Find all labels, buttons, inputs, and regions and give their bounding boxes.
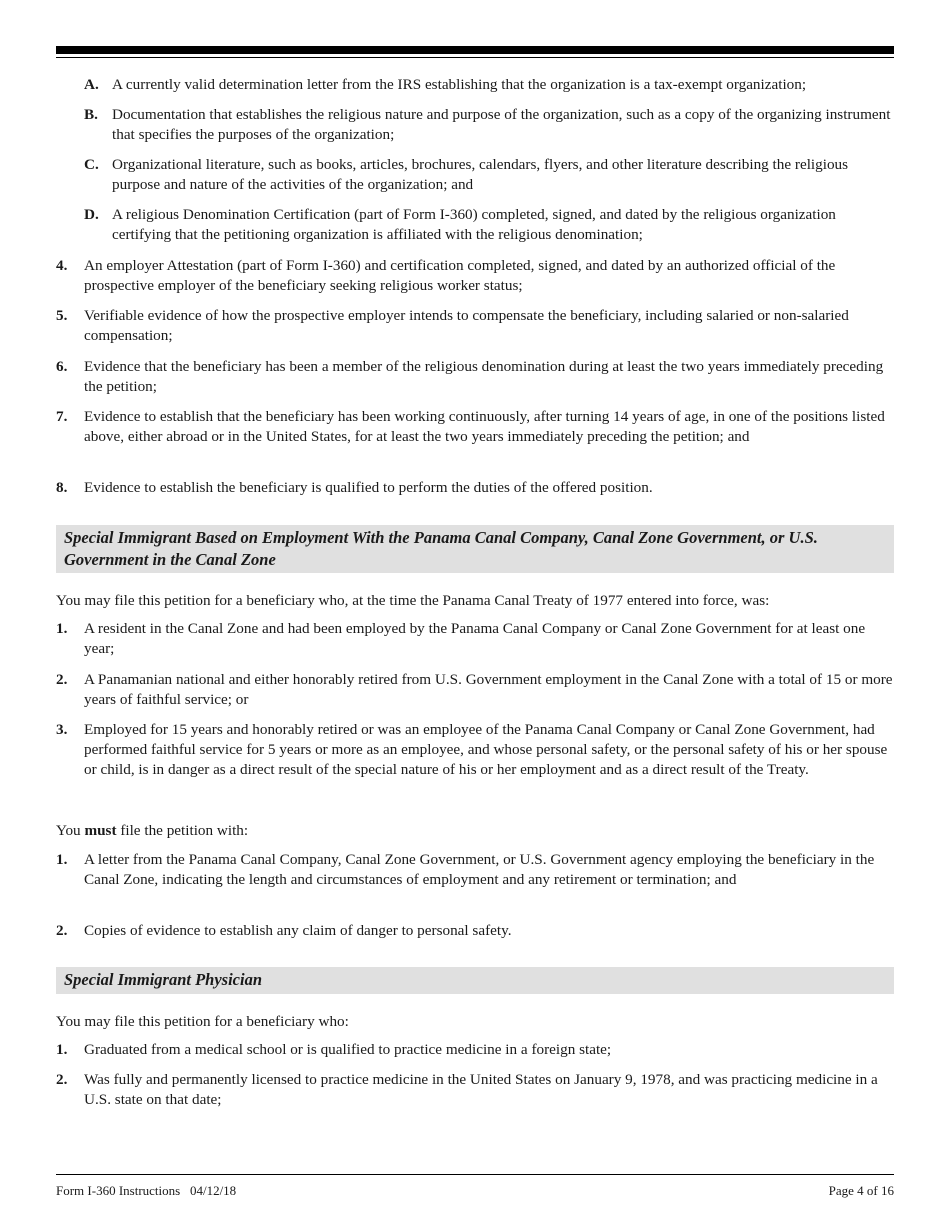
panama-intro: You may file this petition for a beneficiary who, at the time the Panama Canal Treaty of 1977 entered into force, was: bbox=[56, 592, 770, 609]
panama-item-1: 1. A resident in the Canal Zone and had been employed by the Panama Canal Company or Canal Zone Government for at least one year; bbox=[56, 620, 866, 657]
top-rule-thin bbox=[56, 57, 894, 58]
section-heading-physician: Special Immigrant Physician bbox=[56, 967, 894, 994]
physician-item-2: 2. Was fully and permanently licensed to practice medicine in the United States on January 9, 1978, and was practicing medicine in a U.S. state on that date; bbox=[56, 1071, 878, 1108]
top-rule-thick bbox=[56, 46, 894, 54]
panama-item-3: 3. Employed for 15 years and honorably retired or was an employee of the Panama Canal Company or Canal Zone Government, had performed faithful service for 5 years or more as an employee, and whose personal safety, or the personal safety of his or her spouse or child, is in danger as a direct result of the special nature of his or her employment and as a direct result of the Treaty. bbox=[56, 721, 888, 778]
list-item-b: B. Documentation that establishes the religious nature and purpose of the organization, such as a copy of the organizing instrument that specifies the purposes of the organization; bbox=[84, 106, 891, 143]
footer-rule bbox=[56, 1174, 894, 1175]
list-item-4: 4. An employer Attestation (part of Form I-360) and certification completed, signed, and dated by an authorized official of the prospective employer of the beneficiary seeking religious worker status; bbox=[56, 257, 836, 294]
section-heading-panama: Special Immigrant Based on Employment With the Panama Canal Company, Canal Zone Government, or U.S. Government in the Canal Zone bbox=[56, 525, 894, 573]
list-item-8: 8. Evidence to establish the beneficiary is qualified to perform the duties of the offered position. bbox=[56, 479, 653, 496]
must-item-1: 1. A letter from the Panama Canal Company, Canal Zone Government, or U.S. Government agency employing the beneficiary in the Canal Zone, indicating the length and circumstances of employment and any retirement or termination; and bbox=[56, 851, 875, 888]
list-item-a: A. A currently valid determination letter from the IRS establishing that the organization is a tax-exempt organization; bbox=[84, 76, 807, 93]
list-item-5: 5. Verifiable evidence of how the prospective employer intends to compensate the beneficiary, including salaried or non-salaried compensation; bbox=[56, 307, 849, 344]
list-item-c: C. Organizational literature, such as books, articles, brochures, calendars, flyers, and other literature describing the religious purpose and nature of the activities of the organization; and bbox=[84, 156, 849, 193]
list-item-d: D. A religious Denomination Certification (part of Form I-360) completed, signed, and dated by the religious organization certifying that the petitioning organization is affiliated with the religious denomination; bbox=[84, 206, 836, 243]
must-item-2: 2. Copies of evidence to establish any claim of danger to personal safety. bbox=[56, 922, 512, 939]
physician-item-1: 1. Graduated from a medical school or is qualified to practice medicine in a foreign state; bbox=[56, 1041, 612, 1058]
list-item-7: 7. Evidence to establish that the beneficiary has been working continuously, after turning 14 years of age, in one of the positions listed above, either abroad or in the United States, for at least the two years immediately preceding the petition; and bbox=[56, 408, 885, 445]
must-file-line: You must file the petition with: bbox=[56, 822, 249, 839]
footer-form-id: Form I-360 Instructions 04/12/18 bbox=[56, 1183, 237, 1198]
physician-intro: You may file this petition for a beneficiary who: bbox=[56, 1013, 349, 1030]
footer-page-number: Page 4 of 16 bbox=[828, 1183, 894, 1198]
panama-item-2: 2. A Panamanian national and either honorably retired from U.S. Government employment in the Canal Zone with a total of 15 or more years of faithful service; or bbox=[56, 671, 893, 708]
list-item-6: 6. Evidence that the beneficiary has been a member of the religious denomination during at least the two years immediately preceding the petition; bbox=[56, 358, 884, 395]
